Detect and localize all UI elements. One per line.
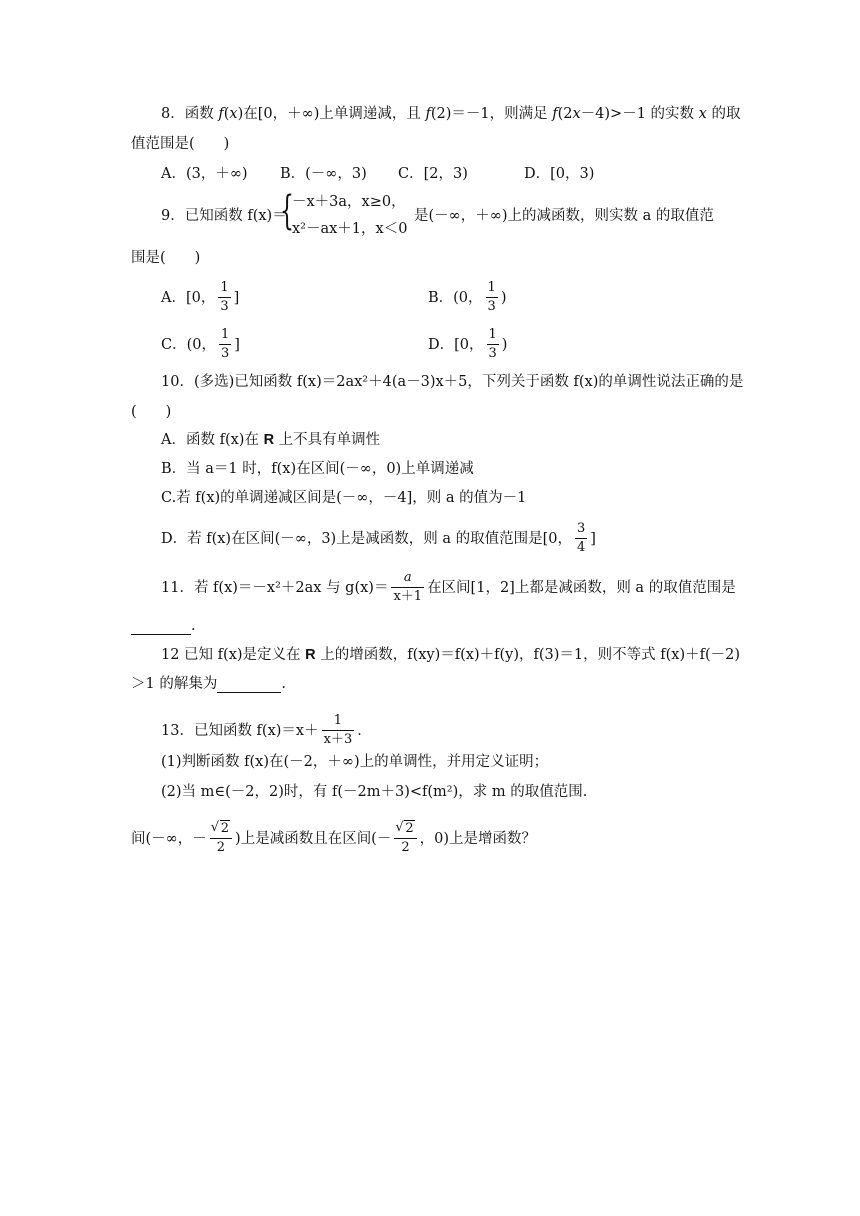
q12-line2: ＞1 的解集为 . — [131, 676, 286, 692]
q10-option-d: D．若 f(x)在区间(－∞，3)上是减函数，则 a 的取值范围是[0， $\frac{3}{4}$ ] — [161, 521, 596, 556]
q8-option-c: C．[2，3) — [398, 166, 468, 182]
q8-option-b: B．(－∞，3) — [280, 166, 367, 182]
q9-option-c: C．(0， $\frac{1}{3}$ ] — [161, 327, 240, 362]
q8-line1: 8．函数 f(x)在[0，＋∞)上单调递减，且 f(2)＝－1，则满足 f(2x－4)>－1 的实数 x 的取 — [161, 106, 741, 122]
q9-brace: { — [280, 188, 294, 234]
q13-sub1: (1)判断函数 f(x)在(－2，＋∞)上的单调性，并用定义证明； — [161, 754, 549, 770]
q9-option-a: A．[0， $\frac{1}{3}$ ] — [161, 280, 240, 315]
q12-line1: 12 已知 f(x)是定义在 R 上的增函数，f(xy)＝f(x)＋f(y)，f(3)＝1，则不等式 f(x)＋f(－2) — [161, 647, 741, 663]
q9-case1: －x＋3a，x≥0， — [292, 194, 406, 210]
fraction: $\frac{3}{4}$ — [576, 521, 586, 556]
q8-option-a: A．(3，＋∞) — [161, 166, 248, 182]
fraction: $\frac{1}{3}$ — [220, 327, 230, 362]
fraction: $\frac{1}{3}$ — [220, 280, 229, 315]
q9-option-d: D．[0， $\frac{1}{3}$ ) — [428, 327, 508, 362]
fraction: $\frac{1}{3}$ — [487, 280, 496, 315]
q8-line2: 值范围是( ) — [131, 136, 230, 152]
q8-option-d: D．[0，3) — [524, 166, 595, 182]
q9-case2: x²－ax＋1，x＜0 — [292, 221, 408, 237]
q10-option-c: C.若 f(x)的单调递减区间是(－∞，－4]，则 a 的值为－1 — [161, 490, 527, 506]
tail-line: 间(－∞，－ √ $\frac{2}{2}$ )上是减函数且在区间(－ √ $\frac{2}{2}$ ，0)上是增函数？ — [131, 822, 536, 856]
answer-blank — [131, 619, 191, 635]
fraction: √ $\frac{2}{2}$ — [394, 822, 416, 856]
answer-blank — [217, 677, 281, 693]
q10-option-b: B．当 a＝1 时，f(x)在区间(－∞，0)上单调递减 — [161, 461, 474, 477]
q11-line2: . — [131, 619, 196, 635]
q10-option-a: A．函数 f(x)在 R 上不具有单调性 — [161, 432, 381, 448]
q10-line2: ( ) — [131, 404, 172, 420]
fraction: $\frac{1}{3}$ — [488, 327, 497, 362]
fraction: $\frac{1}{x+3}$ — [323, 713, 353, 748]
q9-prefix: 9．已知函数 f(x)＝ — [161, 208, 287, 224]
q9-suffix: 是(－∞，＋∞)上的减函数，则实数 a 的取值范 — [414, 208, 714, 224]
fraction: $\frac{a}{x+1}$ — [393, 570, 423, 605]
q9-option-b: B．(0， $\frac{1}{3}$ ) — [428, 280, 507, 315]
q9-line2: 围是( ) — [131, 250, 201, 266]
q10-line1: 10．(多选)已知函数 f(x)＝2ax²＋4(a－3)x＋5，下列关于函数 f(x)的单调性说法正确的是 — [161, 374, 744, 390]
q13-line1: 13．已知函数 f(x)＝x＋ $\frac{1}{x+3}$ ． — [161, 713, 372, 748]
q11-line1: 11．若 f(x)＝－x²＋2ax 与 g(x)＝ $\frac{a}{x+1}$ 在区间[1，2]上都是减函数，则 a 的取值范围是 — [161, 570, 736, 605]
fraction: √ $\frac{2}{2}$ — [210, 822, 232, 856]
q13-sub2: (2)当 m∈(－2，2)时，有 f(－2m＋3)<f(m²)，求 m 的取值范围. — [161, 784, 588, 800]
